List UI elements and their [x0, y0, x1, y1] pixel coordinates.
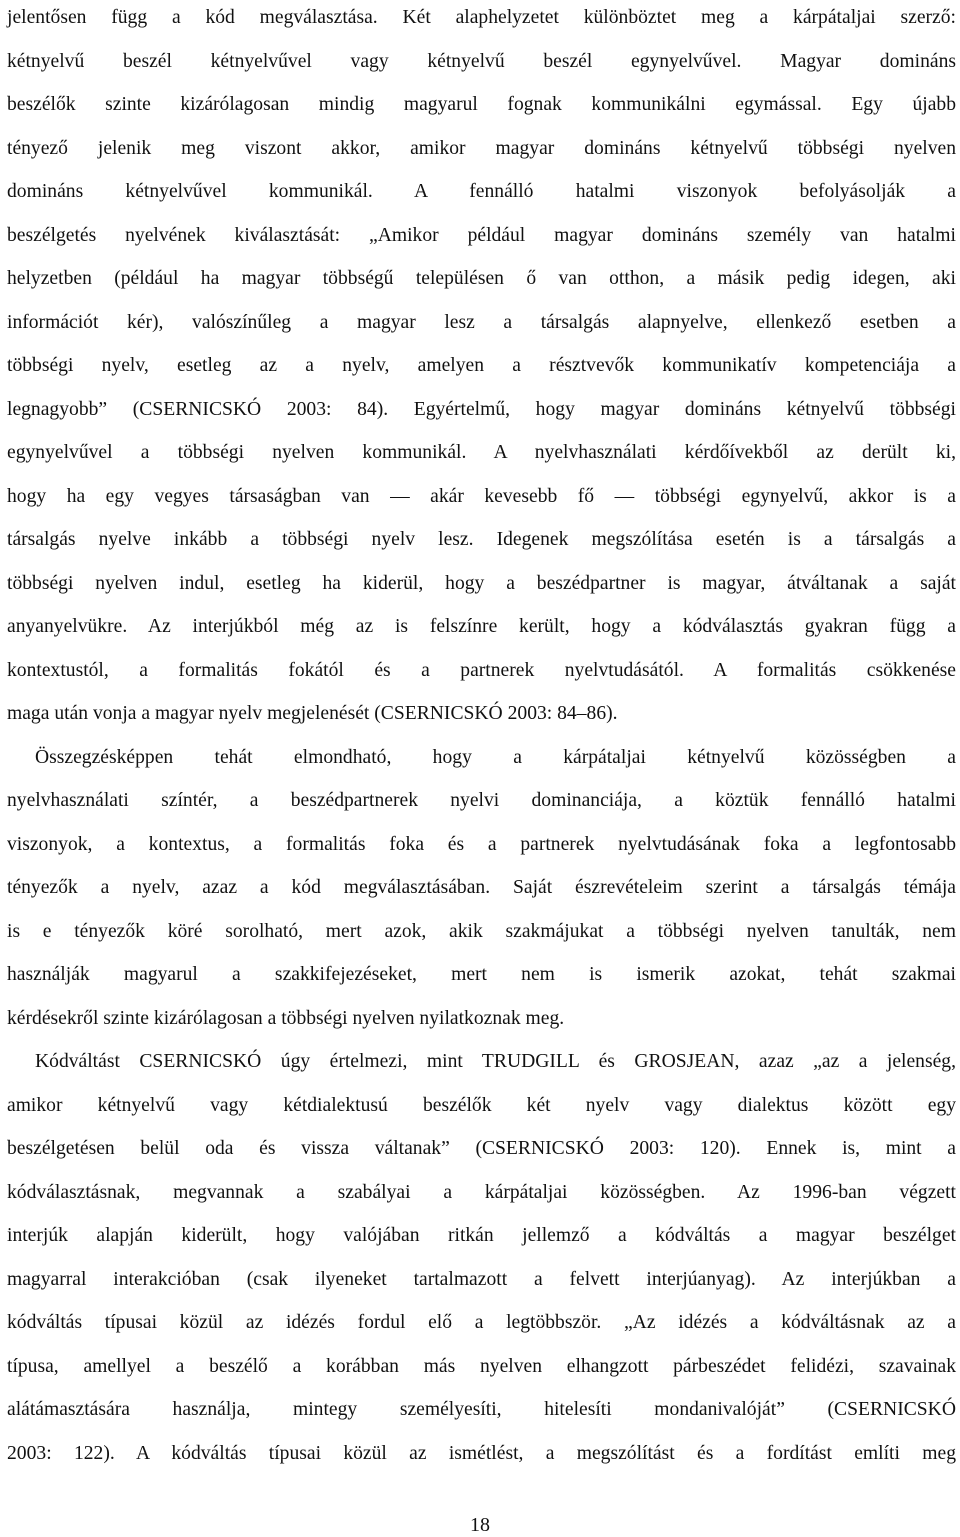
text-line: amikor kétnyelvű vagy kétdialektusú beszélők két nyelv vagy dialektus között egy	[7, 1094, 956, 1116]
text-line: kérdésekről szinte kizárólagosan a többségi nyelven nyilatkoznak meg.	[7, 1007, 565, 1029]
text-line: domináns kétnyelvűvel kommunikál. A fennálló hatalmi viszonyok befolyásolják a	[7, 181, 956, 202]
text-line: legnagyobb” (CSERNICSKÓ 2003: 84). Egyértelmű, hogy magyar domináns kétnyelvű többségi	[7, 398, 956, 420]
text-line: típusa, amellyel a beszélő a korábban más nyelven elhangzott párbeszédet felidézi, szavainak	[7, 1355, 956, 1377]
text-line: információt kér), valószínűleg a magyar lesz a társalgás alapnyelve, ellenkező esetben a	[7, 311, 956, 333]
text-line: többségi nyelv, esetleg az a nyelv, amelyen a résztvevők kommunikatív kompetenciája a	[7, 355, 956, 376]
text-line: kódváltás típusai közül az idézés fordul elő a legtöbbször. „Az idézés a kódváltásnak az a	[7, 1312, 956, 1333]
text-line: társalgás nyelve inkább a többségi nyelv lesz. Idegenek megszólítása esetén is a társalgás a	[7, 529, 956, 550]
text-line: maga után vonja a magyar nyelv megjelenését (CSERNICSKÓ 2003: 84–86).	[7, 703, 618, 724]
text-line: helyzetben (például ha magyar többségű településen ő van otthon, a másik pedig idegen, aki	[7, 268, 956, 289]
text-line: 2003: 122). A kódváltás típusai közül az ismétlést, a megszólítást és a fordítást említi meg	[7, 1442, 956, 1464]
text-line: kontextustól, a formalitás fokától és a partnerek nyelvtudásától. A formalitás csökkenése	[7, 659, 956, 681]
text-line: interjúk alapján kiderült, hogy valójában ritkán jellemző a kódváltás a magyar beszélget	[7, 1225, 956, 1246]
page-body	[7, 0, 956, 1475]
text-line: magyarral interakcióban (csak ilyeneket tartalmazott a felvett interjúanyag). Az interjúkban a	[7, 1268, 956, 1290]
text-line: hogy ha egy vegyes társaságban van — akár kevesebb fő — többségi egynyelvű, akkor is a	[7, 485, 956, 507]
text-line: Kódváltást CSERNICSKÓ úgy értelmezi, mint TRUDGILL és GROSJEAN, azaz „az a jelenség,	[35, 1051, 956, 1072]
text-line: tényező jelenik meg viszont akkor, amikor magyar domináns kétnyelvű többségi nyelven	[7, 137, 956, 159]
text-line: beszélők szinte kizárólagosan mindig magyarul fognak kommunikálni egymással. Egy újabb	[7, 94, 956, 115]
text-line: egynyelvűvel a többségi nyelven kommunikál. A nyelvhasználati kérdőívekből az derült ki,	[7, 442, 956, 463]
text-line: tényezők a nyelv, azaz a kód megválasztásában. Saját észrevételeim szerint a társalgás témája	[7, 877, 956, 898]
text-line: használják magyarul a szakkifejezéseket, mert nem is ismerik azokat, tehát szakmai	[7, 964, 956, 985]
text-line: többségi nyelven indul, esetleg ha kiderül, hogy a beszédpartner is magyar, átváltanak a saját	[7, 572, 956, 594]
text-line: viszonyok, a kontextus, a formalitás foka és a partnerek nyelvtudásának foka a legfontosabb	[7, 833, 956, 855]
paragraph-1	[7, 0, 956, 736]
text-line: anyanyelvükre. Az interjúkból még az is felszínre került, hogy a kódválasztás gyakran függ a	[7, 616, 956, 637]
text-line: alátámasztására használja, mintegy személyesíti, hitelesíti mondanivalóját” (CSERNICSKÓ	[7, 1399, 956, 1420]
text-line: jelentősen függ a kód megválasztása. Két alaphelyzetet különböztet meg a kárpátaljai szerző:	[7, 7, 956, 28]
text-line: nyelvhasználati színtér, a beszédpartnerek nyelvi dominanciája, a köztük fennálló hatalmi	[7, 790, 956, 811]
text-line: kódválasztásnak, megvannak a szabályai a kárpátaljai közösségben. Az 1996-ban végzett	[7, 1181, 956, 1203]
text-line: beszélgetésen belül oda és vissza váltanak” (CSERNICSKÓ 2003: 120). Ennek is, mint a	[7, 1138, 956, 1159]
paragraph-2	[7, 736, 956, 1041]
text-line: is e tényezők köré sorolható, mert azok, akik szakmájukat a többségi nyelven tanulták, nem	[7, 920, 956, 942]
page-number: 18	[470, 1514, 490, 1536]
text-line: Összegzésképpen tehát elmondható, hogy a kárpátaljai kétnyelvű közösségben a	[35, 746, 956, 768]
text-line: kétnyelvű beszél kétnyelvűvel vagy kétnyelvű beszél egynyelvűvel. Magyar domináns	[7, 50, 956, 72]
paragraph-3	[7, 1040, 956, 1475]
text-line: beszélgetés nyelvének kiválasztását: „Amikor például magyar domináns személy van hatalmi	[7, 224, 956, 246]
